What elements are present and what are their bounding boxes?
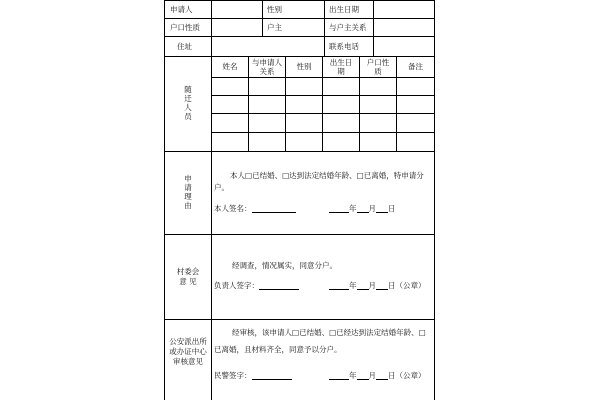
members-col-birth-label: 出生日期 [329,58,353,76]
police-section-label-cell [164,319,212,400]
police-sign-label: 民警签字： [214,371,252,380]
police-text-line2: 已离婚，且材料齐全，同意予以分户。 [214,345,342,354]
village-month-line[interactable] [357,282,369,290]
household-type-value-cell[interactable] [211,18,263,37]
reason-sign-label: 本人签名： [214,204,252,213]
members-row[interactable] [211,77,435,96]
police-day-line[interactable] [376,372,388,380]
members-divider [285,77,286,152]
village-section-label-1: 村委会 [176,267,200,276]
village-sign-label: 负责人签字： [214,281,259,290]
reason-date-row [329,204,396,213]
village-content-cell [211,234,435,320]
reason-text-line1: 本人□已结婚、□达到法定结婚年龄、□已离婚，特申请分 [230,171,424,180]
relation-head-value-cell[interactable] [373,18,435,37]
head-label: 户主 [267,23,282,32]
police-text-line1: 经审核，该申请人□已结婚、□已经达到法定结婚年龄、□ [232,328,426,337]
members-col-note-label: 备注 [408,62,423,71]
reason-year-line[interactable] [329,205,349,213]
members-col-birth [322,56,360,78]
members-divider [248,77,249,152]
village-section-label-cell [164,234,212,320]
members-section-label: 随迁人员 [184,85,192,121]
members-row[interactable] [211,113,435,133]
police-date-row [329,371,426,380]
address-label: 住址 [177,42,192,51]
members-col-household-label: 户口性质 [366,58,390,76]
members-col-household [359,56,397,78]
gender-label: 性别 [267,5,282,14]
village-section-label-2: 意 见 [179,277,197,286]
phone-label: 联系电话 [329,42,359,51]
birth-label: 出生日期 [329,5,359,14]
members-col-relation-label: 与申请人关系 [252,58,282,76]
village-sign-row [214,281,299,290]
members-row[interactable] [211,95,435,114]
reason-month-line[interactable] [357,205,369,213]
police-day-label: 日（公章） [388,371,426,380]
members-section-label-cell [164,56,212,152]
members-col-name-label: 姓名 [222,62,238,71]
police-month-line[interactable] [357,372,369,380]
police-year-line[interactable] [329,372,349,380]
police-year-label: 年 [349,371,357,380]
reason-content-cell [211,151,435,235]
members-col-gender-label: 性别 [296,62,312,71]
head-label-cell [262,18,325,37]
village-text: 经调查，情况属实，同意分户。 [232,261,337,270]
household-type-label: 户口性质 [170,23,200,32]
phone-label-cell [324,36,374,57]
village-year-label: 年 [349,281,357,290]
birth-value-cell[interactable] [373,0,435,19]
household-type-label-cell [164,18,212,37]
village-month-label: 月 [368,281,376,290]
reason-year-label: 年 [349,204,357,213]
village-day-line[interactable] [376,282,388,290]
reason-text-line2: 户。 [214,183,229,192]
village-sign-line[interactable] [259,282,299,290]
address-label-cell [164,36,212,57]
address-value-cell[interactable] [211,36,325,57]
reason-sign-line[interactable] [252,205,296,213]
applicant-value-cell[interactable] [211,0,263,19]
reason-day-line[interactable] [376,205,388,213]
reason-month-label: 月 [368,204,376,213]
village-year-line[interactable] [329,282,349,290]
relation-head-label: 与户主关系 [329,23,367,32]
police-section-label: 公安派出所或办证中心审核意见 [169,337,207,366]
gender-label-cell [262,0,325,19]
relation-head-label-cell [324,18,374,37]
police-sign-row [214,371,292,380]
reason-day-label: 日 [388,204,396,213]
members-col-note [396,56,435,78]
members-col-name [211,56,249,78]
applicant-label-cell [164,0,212,19]
members-divider [359,77,360,152]
police-content-cell [211,319,435,400]
members-row[interactable] [211,132,435,152]
reason-section-label: 申请理由 [184,174,192,210]
phone-value-cell[interactable] [373,36,435,57]
police-month-label: 月 [368,371,376,380]
village-date-row [329,281,426,290]
household-split-application-form [164,0,435,400]
reason-sign-row [214,204,296,213]
village-day-label: 日（公章） [388,281,426,290]
members-col-gender [285,56,323,78]
members-col-relation [248,56,286,78]
reason-section-label-cell [164,151,212,235]
police-sign-line[interactable] [252,372,292,380]
birth-label-cell [324,0,374,19]
members-divider [396,77,397,152]
applicant-label: 申请人 [170,5,193,14]
members-divider [322,77,323,152]
